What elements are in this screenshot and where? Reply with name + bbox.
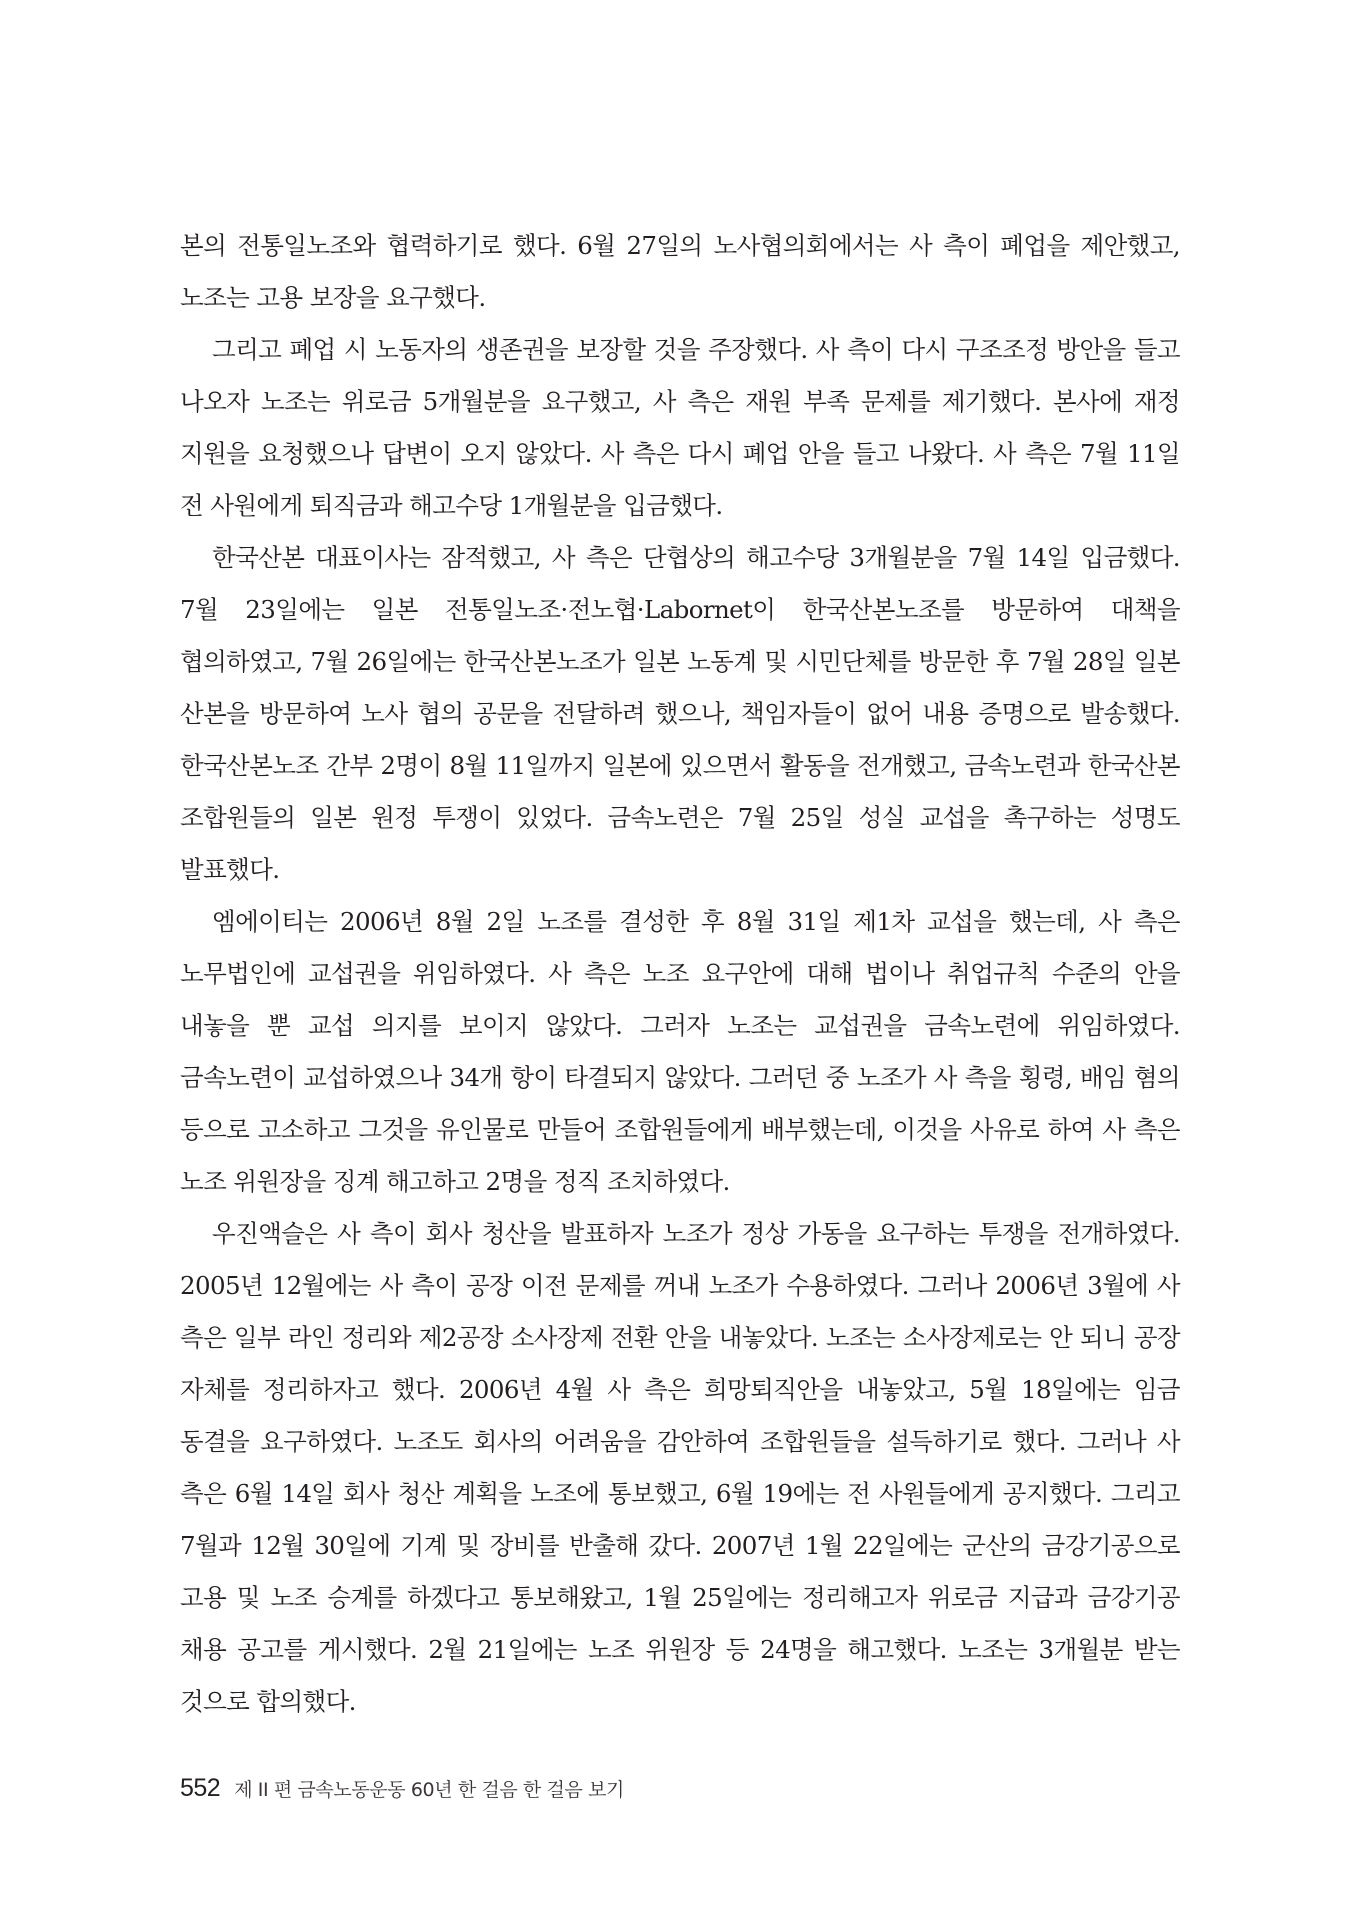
paragraph: 우진액슬은 사 측이 회사 청산을 발표하자 노조가 정상 가동을 요구하는 투쟁을 전개하였다. 2005년 12월에는 사 측이 공장 이전 문제를 꺼내 노조가 수용하였다. 그러나 2006년 3월에 사 측은 일부 라인 정리와 제2공장 소사장제 전환 안을 내놓았다. 노조는 소사장제로는 안 되니 공장 자체를 정리하자고 했다. 2006년 4월 사 측은 희망퇴직안을 내놓았고, 5월 18일에는 임금 동결을 요구하였다. 노조도 회사의 어려움을 감안하여 조합원들을 설득하기로 했다. 그러나 사 측은 6월 14일 회사 청산 계획을 노조에 통보했고, 6월 19에는 전 사원들에게 공지했다. 그리고 7월과 12월 30일에 기계 및 장비를 반출해 갔다. 2007년 1월 22일에는 군산의 금강기공으로 고용 및 노조 승계를 하겠다고 통보해왔고, 1월 25일에는 정리해고자 위로금 지급과 금강기공 채용 공고를 게시했다. 2월 21일에는 노조 위원장 등 24명을 해고했다. 노조는 3개월분 받는 것으로 합의했다.: [180, 1219, 1180, 1716]
page-footer: [180, 1774, 624, 1806]
body-text: [180, 220, 1180, 1728]
paragraph: 본의 전통일노조와 협력하기로 했다. 6월 27일의 노사협의회에서는 사 측이 폐업을 제안했고, 노조는 고용 보장을 요구했다.: [180, 231, 1180, 312]
running-head: 제 II 편 금속노동운동 60년 한 걸음 한 걸음 보기: [234, 1779, 624, 1801]
paragraph: 엠에이티는 2006년 8월 2일 노조를 결성한 후 8월 31일 제1차 교섭을 했는데, 사 측은 노무법인에 교섭권을 위임하였다. 사 측은 노조 요구안에 대해 법이나 취업규칙 수준의 안을 내놓을 뿐 교섭 의지를 보이지 않았다. 그러자 노조는 교섭권을 금속노련에 위임하였다. 금속노련이 교섭하였으나 34개 항이 타결되지 않았다. 그러던 중 노조가 사 측을 횡령, 배임 혐의 등으로 고소하고 그것을 유인물로 만들어 조합원들에게 배부했는데, 이것을 사유로 하여 사 측은 노조 위원장을 징계 해고하고 2명을 정직 조치하였다.: [180, 907, 1180, 1196]
page-number: 552: [180, 1774, 221, 1802]
paragraph: 그리고 폐업 시 노동자의 생존권을 보장할 것을 주장했다. 사 측이 다시 구조조정 방안을 들고 나오자 노조는 위로금 5개월분을 요구했고, 사 측은 재원 부족 문제를 제기했다. 본사에 재정 지원을 요청했으나 답변이 오지 않았다. 사 측은 다시 폐업 안을 들고 나왔다. 사 측은 7월 11일 전 사원에게 퇴직금과 해고수당 1개월분을 입금했다.: [180, 335, 1180, 520]
paragraph: 한국산본 대표이사는 잠적했고, 사 측은 단협상의 해고수당 3개월분을 7월 14일 입금했다. 7월 23일에는 일본 전통일노조·전노협·Labornet이 한국산본노조를 방문하여 대책을 협의하였고, 7월 26일에는 한국산본노조가 일본 노동계 및 시민단체를 방문한 후 7월 28일 일본 산본을 방문하여 노사 협의 공문을 전달하려 했으나, 책임자들이 없어 내용 증명으로 발송했다. 한국산본노조 간부 2명이 8월 11일까지 일본에 있으면서 활동을 전개했고, 금속노련과 한국산본 조합원들의 일본 원정 투쟁이 있었다. 금속노련은 7월 25일 성실 교섭을 촉구하는 성명도 발표했다.: [180, 543, 1180, 884]
